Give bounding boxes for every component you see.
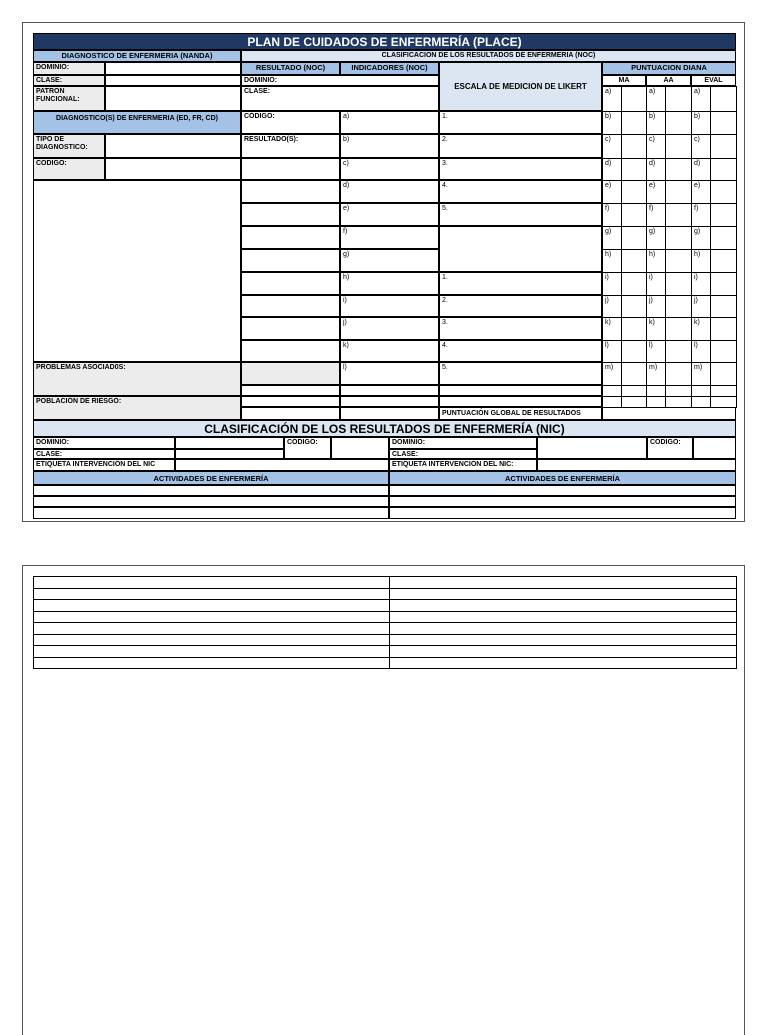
likert-row[interactable]: 1. — [439, 111, 602, 134]
continuation-row[interactable] — [33, 657, 390, 669]
score-letter-cell: g) — [691, 226, 711, 250]
score-value-cell[interactable] — [621, 362, 647, 386]
score-value-cell[interactable] — [665, 203, 692, 227]
score-value-cell[interactable] — [710, 272, 737, 296]
score-letter-cell: i) — [646, 272, 666, 296]
likert-row[interactable]: 5. — [439, 362, 602, 385]
nanda-clase-label: CLASE: — [33, 75, 105, 86]
nanda-codigo-field[interactable] — [105, 158, 241, 180]
score-letter-cell: m) — [602, 362, 622, 386]
puntuacion-diana-header: PUNTUACION DIANA — [602, 62, 736, 75]
eval-header: EVAL — [691, 75, 736, 86]
score-letter-cell: g) — [646, 226, 666, 250]
indicator-cell[interactable] — [340, 407, 439, 420]
likert-row[interactable]: 2. — [439, 295, 602, 317]
score-letter-cell: b) — [691, 111, 711, 135]
noc-clase-label: CLASE: — [241, 86, 439, 111]
nanda-codigo-label: CODIGO: — [33, 158, 105, 180]
continuation-row[interactable] — [389, 657, 737, 669]
noc-result-cell[interactable] — [241, 396, 340, 407]
indicator-cell[interactable] — [340, 385, 439, 396]
score-letter-cell: k) — [691, 317, 711, 341]
indicator-d[interactable]: d) — [340, 180, 439, 203]
score-value-cell[interactable] — [710, 362, 737, 386]
indicator-j[interactable]: j) — [340, 317, 439, 340]
actividad-row[interactable] — [389, 507, 736, 519]
score-value-cell[interactable] — [710, 86, 737, 112]
score-value-cell[interactable] — [665, 340, 692, 363]
score-value-cell[interactable] — [665, 317, 692, 341]
nanda-problemas-label: PROBLEMAS ASOCIAD0S: — [33, 362, 241, 396]
score-letter-cell: i) — [602, 272, 622, 296]
likert-row[interactable]: 2. — [439, 134, 602, 158]
nic-codigo-field-right[interactable] — [693, 437, 736, 459]
indicator-k[interactable]: k) — [340, 340, 439, 362]
indicator-e[interactable]: e) — [340, 203, 439, 226]
indicator-h[interactable]: h) — [340, 272, 439, 295]
likert-row[interactable]: 4. — [439, 340, 602, 362]
score-value-cell[interactable] — [621, 203, 647, 227]
indicator-i[interactable]: i) — [340, 295, 439, 317]
score-value-cell[interactable] — [665, 396, 692, 408]
score-value-cell[interactable] — [710, 203, 737, 227]
score-value-cell[interactable] — [665, 249, 692, 273]
likert-row[interactable]: 1. — [439, 272, 602, 295]
score-value-cell[interactable] — [621, 317, 647, 341]
score-value-cell[interactable] — [621, 111, 647, 135]
global-score-label: PUNTUACIÓN GLOBAL DE RESULTADOS — [439, 407, 602, 420]
nic-codigo-field-left[interactable] — [331, 437, 389, 459]
score-letter-cell: j) — [602, 295, 622, 318]
score-value-cell[interactable] — [710, 111, 737, 135]
score-letter-cell: b) — [602, 111, 622, 135]
score-value-cell[interactable] — [710, 249, 737, 273]
score-letter-cell: f) — [691, 203, 711, 227]
noc-result-cell[interactable] — [241, 295, 340, 317]
noc-result-cell[interactable] — [241, 158, 340, 180]
score-value-cell[interactable] — [710, 317, 737, 341]
score-letter-cell: g) — [602, 226, 622, 250]
score-letter-cell — [646, 396, 666, 408]
nanda-diagnosis-area[interactable] — [33, 180, 241, 362]
nic-dominio-label-left: DOMINIO: — [33, 437, 175, 449]
indicator-a[interactable]: a) — [340, 111, 439, 134]
nic-etiqueta-field-left[interactable] — [175, 459, 389, 471]
nic-clase-field-left[interactable] — [175, 449, 284, 459]
noc-result-cell[interactable] — [241, 249, 340, 272]
likert-scale-header: ESCALA DE MEDICION DE LIKERT — [439, 62, 602, 111]
score-letter-cell: e) — [646, 180, 666, 204]
score-letter-cell: h) — [646, 249, 666, 273]
likert-row[interactable]: 5. — [439, 203, 602, 226]
indicator-f[interactable]: f) — [340, 226, 439, 249]
actividad-row[interactable] — [389, 496, 736, 507]
likert-row[interactable] — [439, 385, 602, 396]
score-letter-cell: c) — [691, 134, 711, 159]
nanda-tipo-field[interactable] — [105, 134, 241, 158]
score-letter-cell: h) — [691, 249, 711, 273]
noc-result-cell[interactable] — [241, 180, 340, 203]
noc-header: CLASIFICACION DE LOS RESULTADOS DE ENFERMERIA (NOC) — [241, 50, 736, 62]
score-value-cell[interactable] — [665, 226, 692, 250]
score-value-cell[interactable] — [665, 134, 692, 159]
score-value-cell[interactable] — [710, 340, 737, 363]
noc-codigo-label: CÓDIGO: — [241, 111, 340, 134]
noc-result-cell[interactable] — [241, 272, 340, 295]
score-value-cell[interactable] — [665, 180, 692, 204]
score-value-cell[interactable] — [665, 86, 692, 112]
score-value-cell[interactable] — [710, 134, 737, 159]
noc-dominio-label: DOMINIO: — [241, 75, 439, 86]
aa-header: AA — [646, 75, 691, 86]
noc-result-cell[interactable] — [241, 340, 340, 362]
score-letter-cell — [691, 396, 711, 408]
nanda-tipo-label: TIPO DE DIAGNOSTICO: — [33, 134, 105, 158]
score-letter-cell: a) — [646, 86, 666, 112]
nanda-patron-label: PATRON FUNCIONAL: — [33, 86, 105, 111]
score-letter-cell: i) — [691, 272, 711, 296]
likert-row[interactable]: 3. — [439, 317, 602, 340]
score-value-cell[interactable] — [621, 340, 647, 363]
nanda-dominio-label: DOMINIO: — [33, 62, 105, 75]
score-value-cell[interactable] — [621, 249, 647, 273]
score-value-cell[interactable] — [665, 362, 692, 386]
form-page-1 — [22, 22, 745, 522]
noc-result-cell[interactable] — [241, 362, 340, 385]
global-score-field[interactable] — [602, 407, 736, 420]
score-letter-cell: e) — [602, 180, 622, 204]
score-value-cell[interactable] — [710, 180, 737, 204]
indicator-l[interactable]: l) — [340, 362, 439, 385]
score-letter-cell: a) — [691, 86, 711, 112]
indicator-g[interactable]: g) — [340, 249, 439, 272]
score-letter-cell: c) — [602, 134, 622, 159]
likert-row[interactable]: 3. — [439, 158, 602, 180]
noc-indicadores-header: INDICADORES (NOC) — [340, 62, 439, 75]
nic-etiqueta-label-left: ETIQUETA INTERVENCIÓN DEL NIC — [33, 459, 175, 471]
indicator-c[interactable]: c) — [340, 158, 439, 180]
noc-resultados-label: RESULTADO(S): — [241, 134, 340, 158]
score-letter-cell: d) — [691, 158, 711, 181]
nic-etiqueta-field-right[interactable] — [537, 459, 736, 471]
score-value-cell[interactable] — [665, 295, 692, 318]
score-letter-cell — [602, 396, 622, 408]
nic-header: CLASIFICACIÓN DE LOS RESULTADOS DE ENFERMERÍA (NIC) — [33, 420, 736, 437]
form-title: PLAN DE CUIDADOS DE ENFERMERÍA (PLACE) — [33, 33, 736, 50]
nanda-header: DIAGNOSTICO DE ENFERMERIA (NANDA) — [33, 50, 241, 62]
score-letter-cell: f) — [646, 203, 666, 227]
score-letter-cell: k) — [646, 317, 666, 341]
nic-codigo-label-left: CÓDIGO: — [284, 437, 331, 459]
nanda-poblacion-label: POBLACIÓN DE RIESGO: — [33, 396, 241, 420]
score-letter-cell: f) — [602, 203, 622, 227]
nic-codigo-label-right: CÓDIGO: — [647, 437, 693, 459]
score-letter-cell: d) — [602, 158, 622, 181]
actividad-row[interactable] — [33, 485, 389, 496]
score-letter-cell: l) — [691, 340, 711, 363]
score-letter-cell: m) — [646, 362, 666, 386]
score-letter-cell: j) — [691, 295, 711, 318]
form-page-2 — [22, 565, 745, 1035]
indicator-cell[interactable] — [340, 396, 439, 407]
noc-result-cell[interactable] — [241, 226, 340, 249]
score-value-cell[interactable] — [621, 295, 647, 318]
nic-dominio-label-right: DOMINIO: — [389, 437, 537, 449]
noc-resultado-header: RESULTADO (NOC) — [241, 62, 340, 75]
score-value-cell[interactable] — [710, 295, 737, 318]
score-letter-cell: k) — [602, 317, 622, 341]
score-letter-cell: h) — [602, 249, 622, 273]
nic-clase-label-right: CLASE: — [389, 449, 537, 459]
noc-result-cell[interactable] — [241, 407, 340, 420]
actividades-header-right: ACTIVIDADES DE ENFERMERÍA — [389, 471, 736, 485]
score-value-cell[interactable] — [665, 111, 692, 135]
likert-row[interactable]: 4. — [439, 180, 602, 203]
score-value-cell[interactable] — [710, 158, 737, 181]
score-letter-cell: c) — [646, 134, 666, 159]
score-letter-cell: l) — [602, 340, 622, 363]
score-value-cell[interactable] — [621, 158, 647, 181]
nic-dominio-field-left[interactable] — [175, 437, 284, 449]
actividad-row[interactable] — [389, 485, 736, 496]
indicator-b[interactable]: b) — [340, 134, 439, 158]
score-value-cell[interactable] — [621, 272, 647, 296]
score-value-cell[interactable] — [710, 226, 737, 250]
score-value-cell[interactable] — [621, 226, 647, 250]
score-value-cell[interactable] — [621, 396, 647, 408]
score-letter-cell: m) — [691, 362, 711, 386]
ma-header: MA — [602, 75, 646, 86]
nic-etiqueta-label-right: ETIQUETA INTERVENCIÓN DEL NIC: — [389, 459, 537, 471]
score-value-cell[interactable] — [710, 396, 737, 408]
nanda-patron-field[interactable] — [105, 86, 241, 111]
nic-dominio-field-right[interactable] — [537, 437, 647, 459]
score-letter-cell: e) — [691, 180, 711, 204]
score-letter-cell: a) — [602, 86, 622, 112]
noc-result-cell[interactable] — [241, 385, 340, 396]
nanda-dominio-field[interactable] — [105, 62, 241, 75]
score-value-cell[interactable] — [621, 86, 647, 112]
nic-clase-label-left: CLASE: — [33, 449, 175, 459]
score-letter-cell: d) — [646, 158, 666, 181]
score-letter-cell: b) — [646, 111, 666, 135]
score-value-cell[interactable] — [621, 180, 647, 204]
score-value-cell[interactable] — [665, 272, 692, 296]
actividades-header-left: ACTIVIDADES DE ENFERMERÍA — [33, 471, 389, 485]
likert-gap — [439, 226, 602, 272]
actividad-row[interactable] — [33, 507, 389, 519]
actividad-row[interactable] — [33, 496, 389, 507]
nanda-clase-field[interactable] — [105, 75, 241, 86]
score-letter-cell: l) — [646, 340, 666, 363]
noc-result-cell[interactable] — [241, 317, 340, 340]
score-value-cell[interactable] — [665, 158, 692, 181]
nanda-diagnosticos-header: DIAGNOSTICO(S) DE ENFERMERIA (ED, FR, CD) — [33, 111, 241, 134]
likert-row[interactable] — [439, 396, 602, 407]
score-letter-cell: j) — [646, 295, 666, 318]
noc-result-cell[interactable] — [241, 203, 340, 226]
score-value-cell[interactable] — [621, 134, 647, 159]
